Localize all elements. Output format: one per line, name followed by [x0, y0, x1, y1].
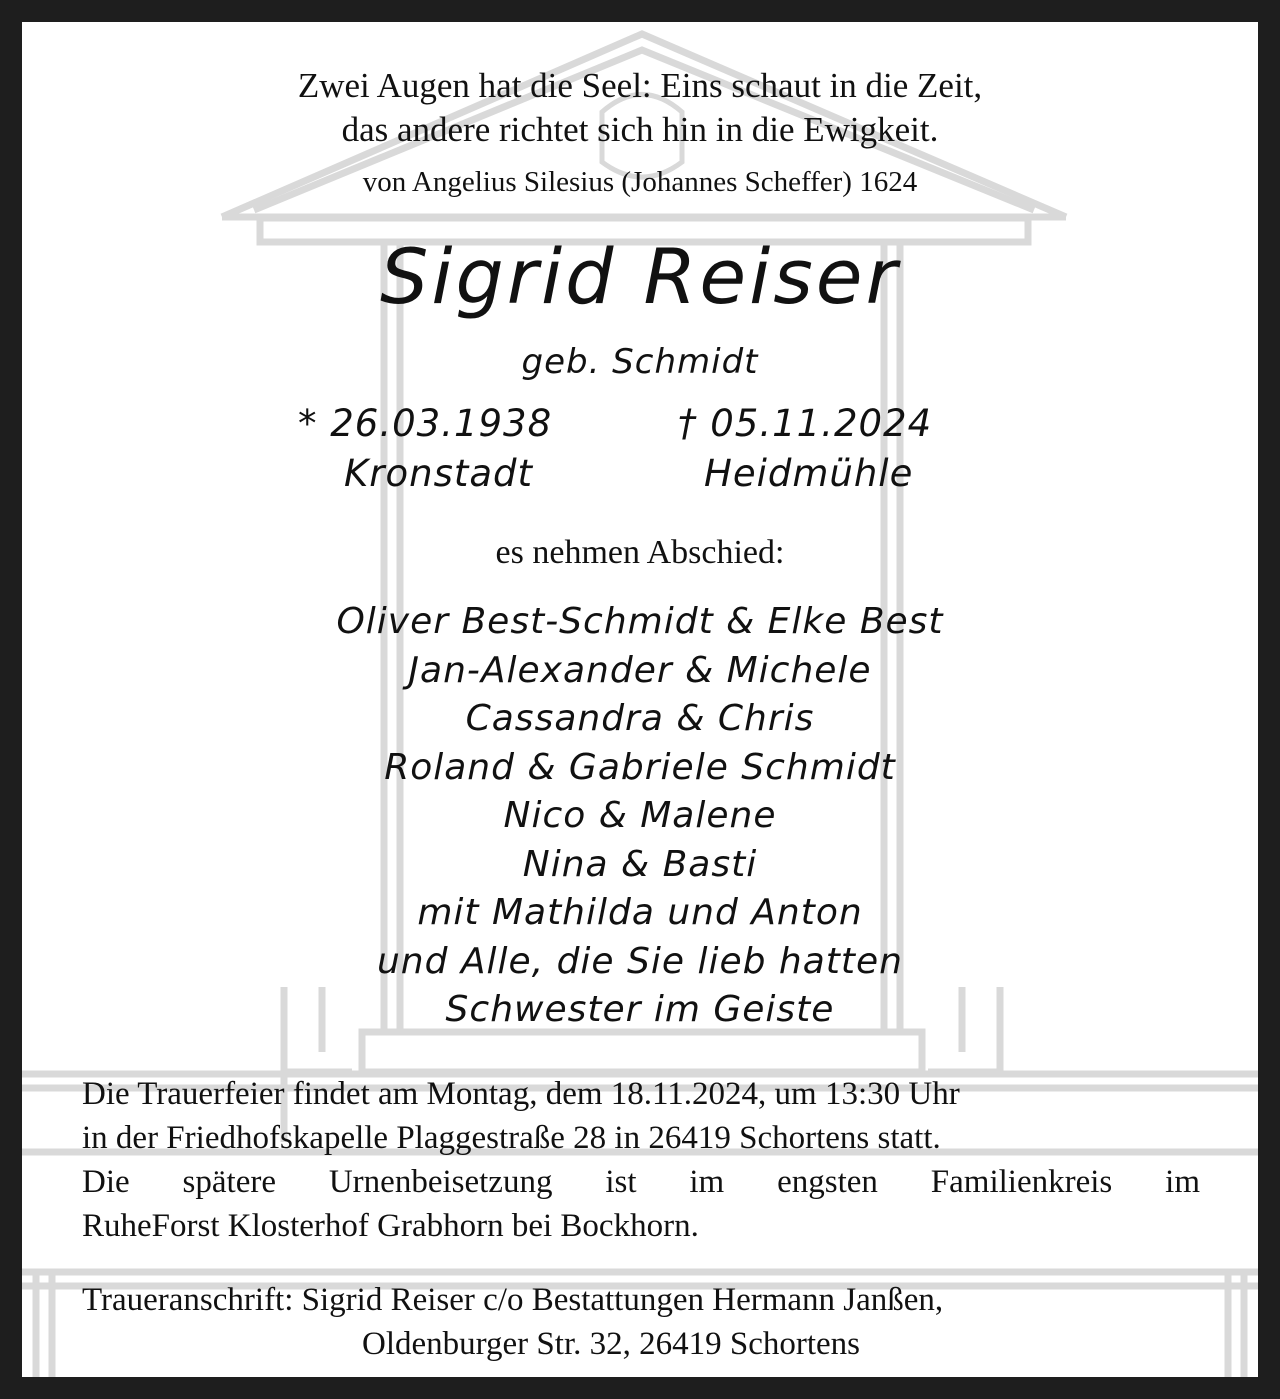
- service-line-3: Die spätere Urnenbeisetzung ist im engsten Familienkreis im: [82, 1164, 1200, 1200]
- obituary-notice: [22, 22, 1258, 1377]
- list-item: mit Mathilda und Anton: [417, 892, 863, 933]
- mourning-address-line-2: Oldenburger Str. 32, 26419 Schortens: [362, 1326, 861, 1362]
- service-line-1: Die Trauerfeier findet am Montag, dem 18.11.2024, um 13:30 Uhr: [82, 1076, 960, 1112]
- mourning-address-line-1: Traueranschrift: Sigrid Reiser c/o Bestattungen Hermann Janßen,: [82, 1282, 944, 1318]
- list-item: Cassandra & Chris: [465, 698, 815, 739]
- deceased-name: Sigrid Reiser: [380, 232, 900, 321]
- death-place: Heidmühle: [704, 452, 914, 495]
- service-details: [82, 1072, 1200, 1248]
- service-line-2: in der Friedhofskapelle Plaggestraße 28 in 26419 Schortens statt.: [82, 1120, 941, 1156]
- list-item: Jan-Alexander & Michele: [408, 649, 872, 691]
- birth-place: Kronstadt: [344, 452, 534, 495]
- mourners-list: [22, 598, 1258, 1035]
- farewell-heading: es nehmen Abschied:: [495, 534, 785, 571]
- list-item: Oliver Best-Schmidt & Elke Best: [336, 601, 944, 642]
- maiden-name: geb. Schmidt: [521, 342, 759, 382]
- service-line-4: RuheForst Klosterhof Grabhorn bei Bockhorn.: [82, 1208, 699, 1244]
- quote-source: von Angelius Silesius (Johannes Scheffer) 1624: [362, 166, 918, 198]
- quote-line-1: Zwei Augen hat die Seel: Eins schaut in die Zeit,: [297, 66, 983, 105]
- list-item: und Alle, die Sie lieb hatten: [376, 940, 903, 982]
- birth-date: * 26.03.1938: [298, 402, 553, 445]
- list-item: Roland & Gabriele Schmidt: [384, 746, 896, 788]
- list-item: Nico & Malene: [503, 795, 777, 836]
- death-date: † 05.11.2024: [678, 402, 933, 445]
- list-item: Nina & Basti: [522, 843, 758, 885]
- quote-line-2: das andere richtet sich hin in die Ewigkeit.: [341, 110, 939, 149]
- list-item: Schwester im Geiste: [445, 989, 835, 1030]
